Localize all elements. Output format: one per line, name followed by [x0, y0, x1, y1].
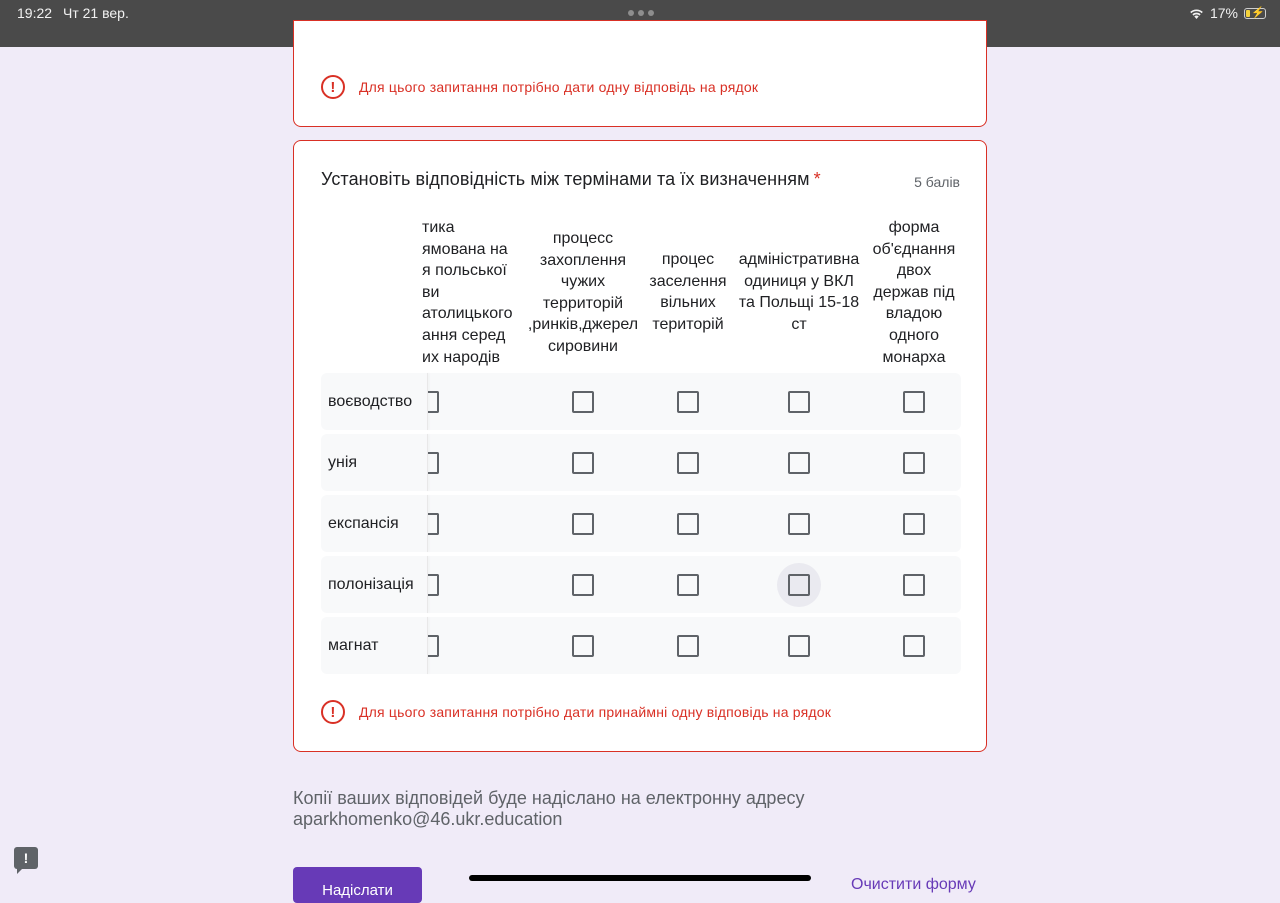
grid-row-mahnat — [321, 617, 961, 674]
column-header-line: одиниця у ВКЛ — [744, 272, 854, 290]
column-header-5 — [866, 217, 962, 368]
grid-question-card — [293, 140, 987, 752]
checkbox-r1-c4[interactable] — [788, 391, 810, 413]
column-header-line: форма — [888, 219, 940, 236]
checkbox-r1-c5[interactable] — [903, 391, 925, 413]
wifi-icon — [1189, 8, 1204, 19]
battery-charging-icon: ⚡ — [1244, 8, 1266, 19]
checkbox-r5-c1[interactable] — [428, 635, 439, 657]
column-header-line: територій — [652, 315, 724, 333]
column-header-line: та Польщі 15-18 — [738, 294, 860, 312]
copy-note-line1: Копії ваших відповідей буде надіслано на електронну адресу — [293, 788, 805, 808]
column-header-line: об'єднання — [872, 240, 956, 258]
column-header-line: захоплення — [539, 251, 627, 269]
clear-form-link[interactable]: Очистити форму — [851, 876, 976, 893]
column-header-line: я польської — [422, 262, 507, 280]
home-indicator[interactable] — [469, 875, 811, 881]
column-header-line: ви — [422, 283, 440, 301]
checkbox-r2-c2[interactable] — [572, 452, 594, 474]
column-header-line: их народів — [422, 348, 500, 366]
copy-responses-note — [293, 788, 804, 830]
column-header-line: вільних — [660, 294, 716, 312]
report-problem-icon[interactable]: ! — [14, 847, 38, 869]
checkbox-r4-c5[interactable] — [903, 574, 925, 596]
column-header-line: монарха — [882, 348, 946, 366]
checkbox-r4-c2[interactable] — [572, 574, 594, 596]
checkbox-r3-c1[interactable] — [428, 513, 439, 535]
checkbox-r1-c1[interactable] — [428, 391, 439, 413]
column-header-line: ання серед — [422, 326, 506, 344]
checkbox-r3-c4[interactable] — [788, 513, 810, 535]
error-icon: ! — [321, 700, 345, 724]
error-text: Для цього запитання потрібно дати одну відповідь на рядок — [359, 79, 759, 95]
column-header-line: сировини — [548, 337, 618, 355]
grid-row-polonizatsiia — [321, 556, 961, 613]
checkbox-r2-c3[interactable] — [677, 452, 699, 474]
error-icon: ! — [321, 75, 345, 99]
checkbox-r5-c2[interactable] — [572, 635, 594, 657]
previous-question-error — [321, 75, 758, 99]
row-label: полонізація — [328, 575, 414, 593]
status-indicators — [1189, 5, 1266, 21]
column-header-line: территорій — [542, 294, 624, 312]
column-header-line: процес — [661, 251, 715, 268]
checkbox-r1-c2[interactable] — [572, 391, 594, 413]
checkbox-r1-c3[interactable] — [677, 391, 699, 413]
checkbox-r4-c4[interactable] — [788, 574, 810, 596]
column-header-line: заселення — [649, 272, 727, 290]
row-label: унія — [328, 453, 358, 471]
checkbox-r5-c5[interactable] — [903, 635, 925, 657]
required-asterisk: * — [813, 169, 821, 189]
column-header-line: процесс — [552, 230, 614, 247]
grid-row-uniia — [321, 434, 961, 491]
column-header-line: адміністративна — [738, 251, 860, 268]
column-header-4 — [732, 249, 866, 335]
row-label: воєводство — [328, 392, 413, 410]
status-time: 19:22 — [17, 5, 53, 21]
error-text: Для цього запитання потрібно дати принаймні одну відповідь на рядок — [359, 704, 832, 720]
checkbox-r2-c5[interactable] — [903, 452, 925, 474]
copy-note-email: aparkhomenko@46.ukr.education — [293, 809, 563, 829]
question-title-text: Установіть відповідність між термінами та їх визначенням — [321, 169, 810, 189]
question-title — [321, 169, 821, 190]
column-header-line: ,ринків,джерел — [527, 316, 639, 334]
column-header-line: чужих — [560, 273, 606, 291]
column-header-2 — [522, 228, 644, 358]
column-header-line: двох — [896, 262, 932, 280]
battery-percent: 17% — [1209, 5, 1238, 21]
question-points: 5 балів — [914, 174, 960, 190]
checkbox-r3-c2[interactable] — [572, 513, 594, 535]
column-header-line: одного — [889, 326, 939, 344]
status-date: Чт 21 вер. — [63, 5, 129, 21]
column-header-1 — [422, 217, 522, 368]
row-label: експансія — [328, 514, 399, 532]
checkbox-r2-c1[interactable] — [428, 452, 439, 474]
column-header-3 — [644, 249, 732, 335]
checkbox-r2-c4[interactable] — [788, 452, 810, 474]
column-header-line: ямована на — [422, 240, 508, 258]
column-header-line: ст — [791, 315, 807, 333]
checkbox-r5-c3[interactable] — [677, 635, 699, 657]
checkbox-r4-c3[interactable] — [677, 574, 699, 596]
checkbox-r5-c4[interactable] — [788, 635, 810, 657]
row-label: магнат — [328, 636, 379, 654]
grid-row-voievodstvo — [321, 373, 961, 430]
grid-question-error — [321, 700, 831, 724]
submit-button[interactable]: Надіслати — [293, 867, 422, 903]
column-header-line: тика — [422, 219, 455, 236]
checkbox-r3-c5[interactable] — [903, 513, 925, 535]
column-header-line: держав під — [873, 283, 955, 301]
checkbox-r3-c3[interactable] — [677, 513, 699, 535]
multitasking-dots-icon[interactable] — [628, 10, 654, 16]
column-header-line: владою — [885, 305, 943, 323]
checkbox-r4-c1[interactable] — [428, 574, 439, 596]
previous-question-card — [293, 20, 987, 127]
column-header-line: атолицького — [422, 305, 513, 323]
grid-row-ekspansiia — [321, 495, 961, 552]
